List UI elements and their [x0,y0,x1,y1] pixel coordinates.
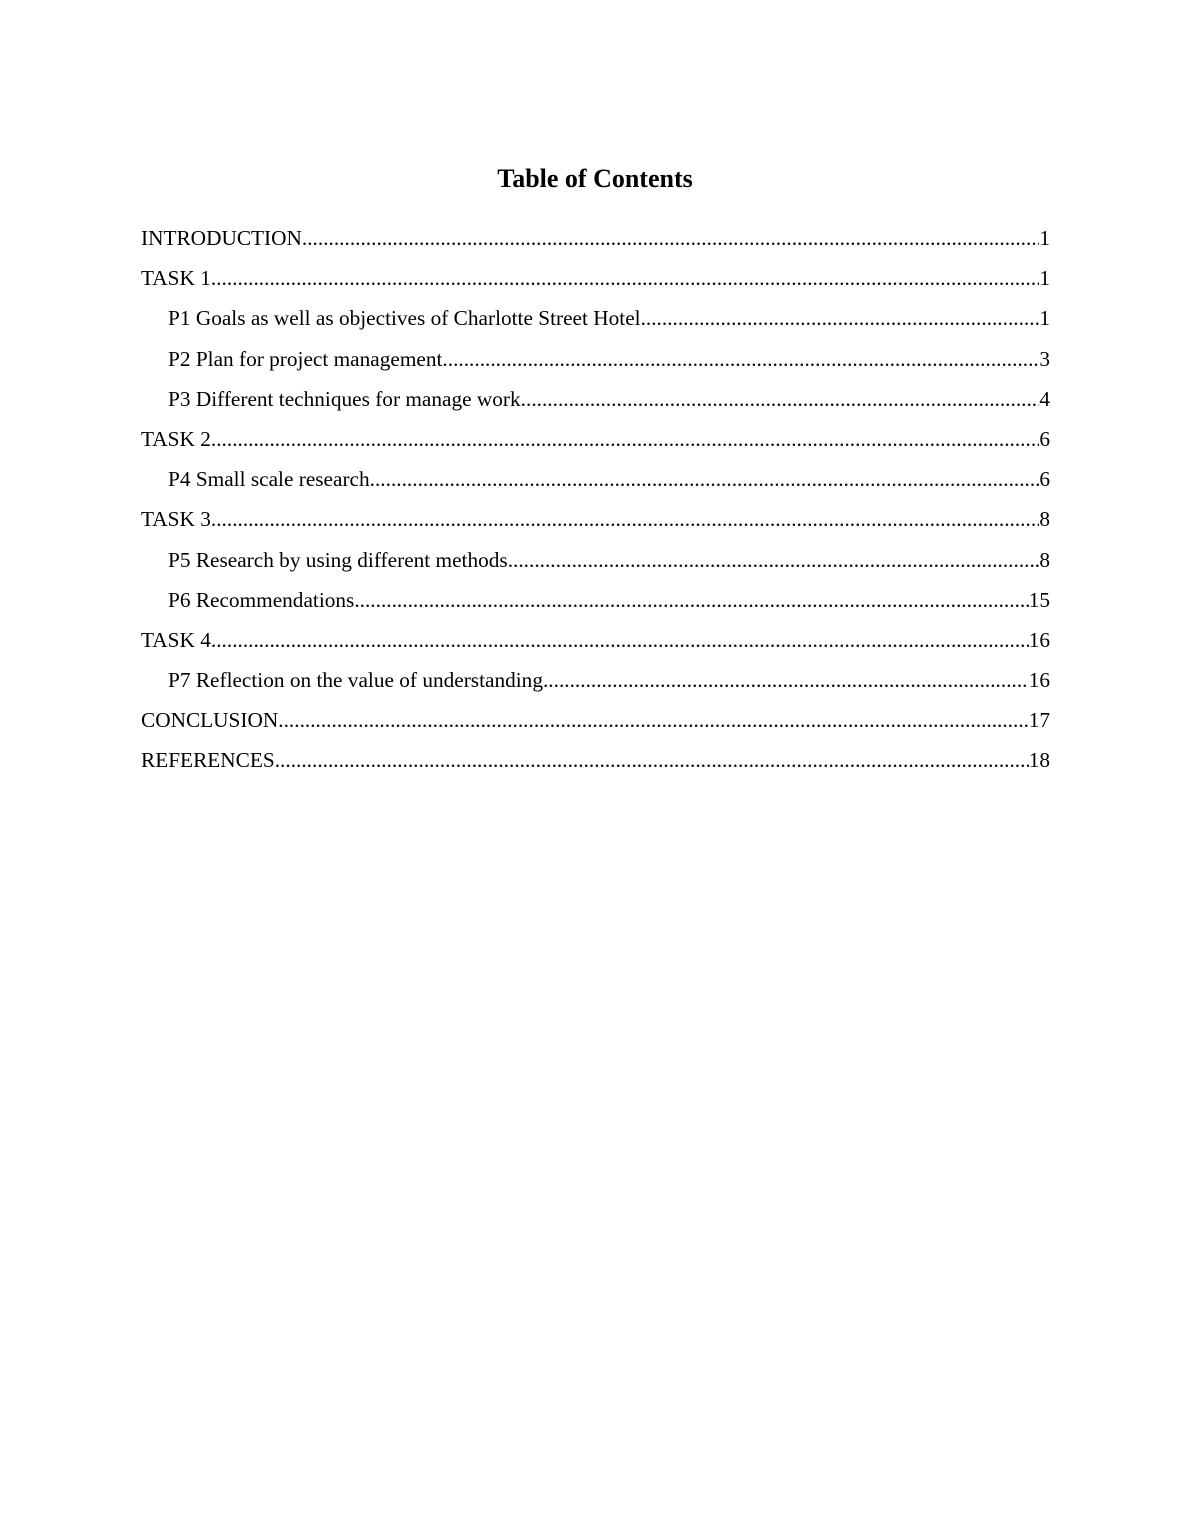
toc-entry-task-1[interactable] [141,258,1050,298]
toc-entry-label: P3 Different techniques for manage work [168,386,521,411]
toc-entry-label: INTRODUCTION [141,226,302,250]
toc-entry-label: TASK 2 [141,426,211,451]
toc-entry-introduction[interactable] [141,218,1050,258]
toc-title: Table of Contents [497,164,693,193]
toc-entry-label: P2 Plan for project management [168,346,443,371]
toc-leader-dots [211,419,1039,459]
toc-entry-label: CONCLUSION [141,708,279,733]
toc-entry-label: P5 Research by using different methods [168,547,508,572]
toc-leader-dots [354,580,1028,620]
toc-page-number: 3 [1039,346,1050,371]
toc-entry-p3[interactable] [141,379,1050,419]
toc-entry-p1[interactable] [141,298,1050,338]
toc-entry-label: P1 Goals as well as objectives of Charlotte Street Hotel [168,306,641,331]
toc-entry-label: TASK 3 [141,507,211,532]
toc-page-number: 1 [1039,266,1050,291]
toc-entry-label: P7 Reflection on the value of understanding [168,668,543,693]
toc-page-number: 1 [1039,226,1050,250]
toc-leader-dots [442,339,1039,379]
toc-leader-dots [521,379,1040,419]
toc-page-number: 8 [1039,547,1050,572]
toc-entry-label: TASK 4 [141,627,211,652]
toc-entry-label: P6 Recommendations [168,587,355,612]
toc-page-number: 1 [1039,306,1050,331]
toc-leader-dots [508,540,1040,580]
toc-leader-dots [211,499,1039,539]
toc-entry-task-3[interactable] [141,499,1050,539]
toc-entry-p4[interactable] [141,459,1050,499]
toc-entry-p6[interactable] [141,580,1050,620]
toc-page-number: 17 [1028,708,1050,733]
toc-entry-label: REFERENCES [141,748,275,773]
toc-entry-p7[interactable] [141,660,1050,700]
toc-leader-dots [211,620,1029,660]
toc-leader-dots [543,660,1029,700]
toc-leader-dots [278,700,1028,740]
toc-page-number: 18 [1028,748,1050,773]
toc-page-number: 6 [1039,426,1050,451]
toc-page-number: 6 [1039,467,1050,492]
toc-list [141,218,1050,781]
toc-entry-task-4[interactable] [141,620,1050,660]
toc-entry-label: TASK 1 [141,266,211,291]
toc-page-number: 8 [1039,507,1050,532]
toc-page-number: 16 [1028,668,1050,693]
toc-entry-task-2[interactable] [141,419,1050,459]
toc-page-number: 15 [1028,587,1050,612]
toc-entry-label: P4 Small scale research [168,467,370,492]
toc-leader-dots [302,218,1039,258]
toc-entry-references[interactable] [141,740,1050,780]
toc-page-number: 16 [1028,627,1050,652]
toc-leader-dots [370,459,1040,499]
toc-page-number: 4 [1039,386,1050,411]
toc-entry-p5[interactable] [141,540,1050,580]
toc-leader-dots [211,258,1039,298]
toc-leader-dots [275,740,1029,780]
toc-entry-p2[interactable] [141,339,1050,379]
toc-leader-dots [641,298,1040,338]
toc-entry-conclusion[interactable] [141,700,1050,740]
